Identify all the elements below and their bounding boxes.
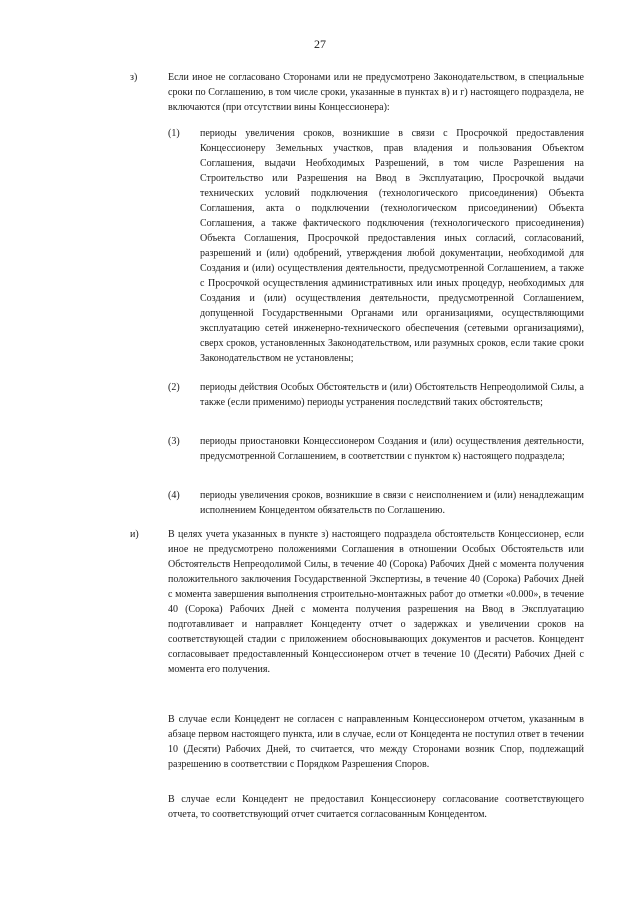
subitem-1-text: периоды увеличения сроков, возникшие в связи с Просрочкой предоставления Концессионеру Земельных участков, прав владения и пользования Объектом Соглашения, выдачи Необходимых Разрешений, в том числе Разрешения на Строительство или Разрешения на Ввод в Эксплуатацию, Просрочкой выдачи технических условий подключения (технологического присоединения) Объекта Соглашения, акта о подключении (технологическом присоединении) Объекта Соглашения, а также фактического подключения (технологического присоединения) Объекта Соглашения, Просрочкой предоставления иных согласий, согласований, разрешений и (или) одобрений, утверждения любой документации, необходимой для Создания и (или) осуществления деятельности, предусмотренной Соглашением, а также с Просрочкой осуществления административных или иных процедур, необходимых для Создания и (или) осуществления деятельности, предусмотренной Соглашением, допущенной Государственными Органами или организациями, осуществляющими эксплуатацию сетей инженерно-технического обеспечения (сетевыми организациями), сверх сроков, установленных Законодательством, или разумных сроков, если такие сроки Законодательством не установлены; — [200, 128, 584, 364]
item-i-paragraph-1: В целях учета указанных в пункте з) настоящего подраздела обстоятельств Концессионер, если иное не предусмотрено положениями Соглашения в отношении Особых Обстоятельств или Обстоятельств Непреодолимой Силы, в течение 40 (Сорока) Рабочих Дней с момента получения положительного заключения Государственной Экспертизы, в течение 40 (Сорока) Рабочих Дней с момента завершения выполнения строительно-монтажных работ до отметки «0.000», в течение 40 (Сорока) Рабочих Дней с момента получения разрешения на Ввод в Эксплуатацию подготавливает и направляет Концеденту отчет о задержках и увеличении сроков на соответствующей стадии с приложением обосновывающих документов и расчетов. Концедент согласовывает предоставленный Концессионером отчет в течение 10 (Десяти) Рабочих Дней с момента его получения. — [168, 529, 584, 675]
subitem-4-marker: (4) — [168, 490, 180, 501]
subitem-2-text: периоды действия Особых Обстоятельств и (или) Обстоятельств Непреодолимой Силы, а также (если применимо) периоды устранения последствий таких обстоятельств; — [200, 382, 584, 408]
item-i-marker: и) — [130, 529, 139, 540]
subitem-4-text: периоды увеличения сроков, возникшие в связи с неисполнением и (или) ненадлежащим исполнением Концедентом обязательств по Соглашению. — [200, 490, 584, 516]
subitem-2-marker: (2) — [168, 382, 180, 393]
page-number: 27 — [314, 37, 326, 51]
item-i-paragraph-3: В случае если Концедент не предоставил Концессионеру согласование соответствующего отчета, то соответствующий отчет считается согласованным Концедентом. — [168, 794, 584, 820]
item-z-marker: з) — [130, 72, 138, 83]
subitem-3-marker: (3) — [168, 436, 180, 447]
subitem-1-marker: (1) — [168, 128, 180, 139]
item-i-paragraph-2: В случае если Концедент не согласен с направленным Концессионером отчетом, указанным в абзаце первом настоящего пункта, или в случае, если от Концедента не поступил ответ в течении 10 (Десяти) Рабочих Дней, то считается, что между Сторонами возник Спор, подлежащий разрешению в соответствии с Порядком Разрешения Споров. — [168, 714, 584, 770]
item-z-intro: Если иное не согласовано Сторонами или не предусмотрено Законодательством, в специальные сроки по Соглашению, в том числе сроки, указанные в пунктах в) и г) настоящего подраздела, не включаются (при отсутствии вины Концессионера): — [168, 72, 584, 113]
subitem-3-text: периоды приостановки Концессионером Создания и (или) осуществления деятельности, предусмотренной Соглашением, в соответствии с пунктом к) настоящего подраздела; — [200, 436, 584, 462]
